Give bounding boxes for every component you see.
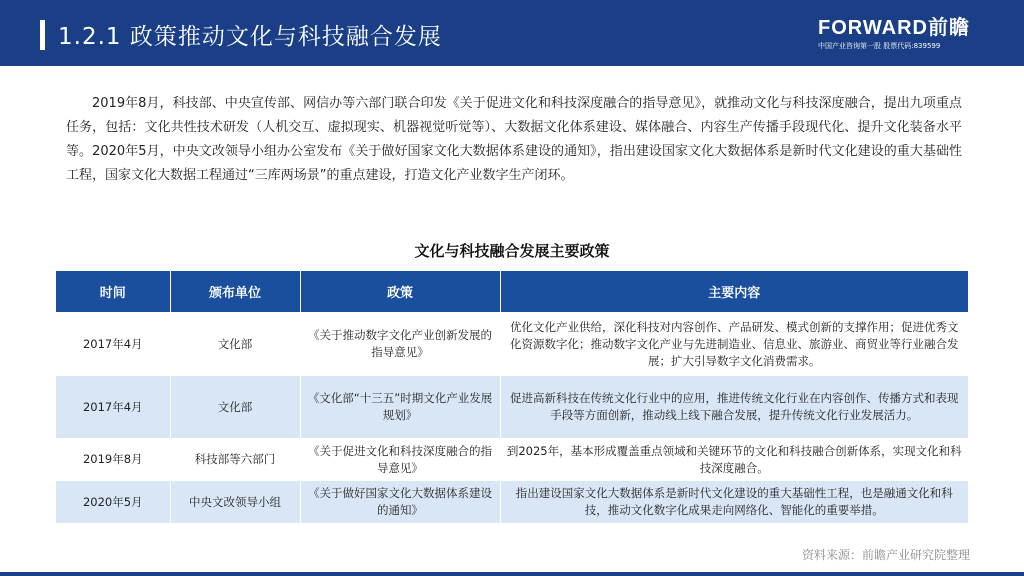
cell-time: 2017年4月 — [56, 376, 170, 438]
brand-subtitle: 中国产业咨询第一股 股票代码:839599 — [818, 42, 941, 50]
cell-content: 优化文化产业供给，深化科技对内容创作、产品研发、模式创新的支撑作用；促进优秀文化资源数字化；推动数字文化产业与先进制造业、信息业、旅游业、商贸业等行业融合发展；扩大引导数字文化消费需求。 — [500, 312, 968, 376]
cell-content: 促进高新科技在传统文化行业中的应用，推进传统文化行业在内容创作、传播方式和表现手段等方面创新，推动线上线下融合发展，提升传统文化行业发展活力。 — [500, 376, 968, 438]
column-header-policy: 政策 — [300, 271, 500, 312]
header-bar — [0, 0, 1024, 66]
cell-time: 2019年8月 — [56, 438, 170, 481]
cell-policy: 《关于促进文化和科技深度融合的指导意见》 — [300, 438, 500, 481]
cell-policy: 《文化部“十三五”时期文化产业发展规划》 — [300, 376, 500, 438]
cell-issuer: 文化部 — [170, 376, 300, 438]
table-header-row — [56, 271, 968, 312]
cell-issuer: 科技部等六部门 — [170, 438, 300, 481]
cell-issuer: 文化部 — [170, 312, 300, 376]
cell-content: 到2025年，基本形成覆盖重点领域和关键环节的文化和科技融合创新体系，实现文化和科技深度融合。 — [500, 438, 968, 481]
column-header-content: 主要内容 — [500, 271, 968, 312]
title-accent-bar — [40, 20, 45, 50]
table-row — [56, 481, 968, 523]
source-note: 资料来源：前瞻产业研究院整理 — [801, 548, 970, 562]
page-title: 1.2.1 政策推动文化与科技融合发展 — [58, 24, 442, 50]
table-row — [56, 376, 968, 438]
policy-table — [56, 271, 968, 523]
table-row — [56, 312, 968, 376]
cell-content: 指出建设国家文化大数据体系是新时代文化建设的重大基础性工程，也是融通文化和科技，推动文化数字化成果走向网络化、智能化的重要举措。 — [500, 481, 968, 523]
cell-issuer: 中央文改领导小组 — [170, 481, 300, 523]
brand-logo — [818, 18, 988, 51]
cell-policy: 《关于做好国家文化大数据体系建设的通知》 — [300, 481, 500, 523]
intro-paragraph: 2019年8月，科技部、中央宣传部、网信办等六部门联合印发《关于促进文化和科技深度融合的指导意见》，就推动文化与科技深度融合，提出九项重点任务，包括：文化共性技术研发（人机交互、虚拟现实、机器视觉听觉等）、大数据文化体系建设、媒体融合、内容生产传播手段现代化、提升文化装备水平等。2020年5月，中央文改领导小组办公室发布《关于做好国家文化大数据体系建设的通知》，指出建设国家文化大数据体系是新时代文化建设的重大基础性工程，国家文化大数据工程通过“三库两场景”的重点建设，打造文化产业数字生产闭环。 — [66, 96, 962, 183]
table-title: 文化与科技融合发展主要政策 — [414, 242, 610, 260]
table-row — [56, 438, 968, 481]
brand-logo-text: FORWARD前瞻 — [818, 17, 970, 39]
cell-time: 2020年5月 — [56, 481, 170, 523]
column-header-time: 时间 — [56, 271, 170, 312]
footer-line — [0, 572, 1024, 576]
cell-time: 2017年4月 — [56, 312, 170, 376]
cell-policy: 《关于推动数字文化产业创新发展的指导意见》 — [300, 312, 500, 376]
column-header-issuer: 颁布单位 — [170, 271, 300, 312]
